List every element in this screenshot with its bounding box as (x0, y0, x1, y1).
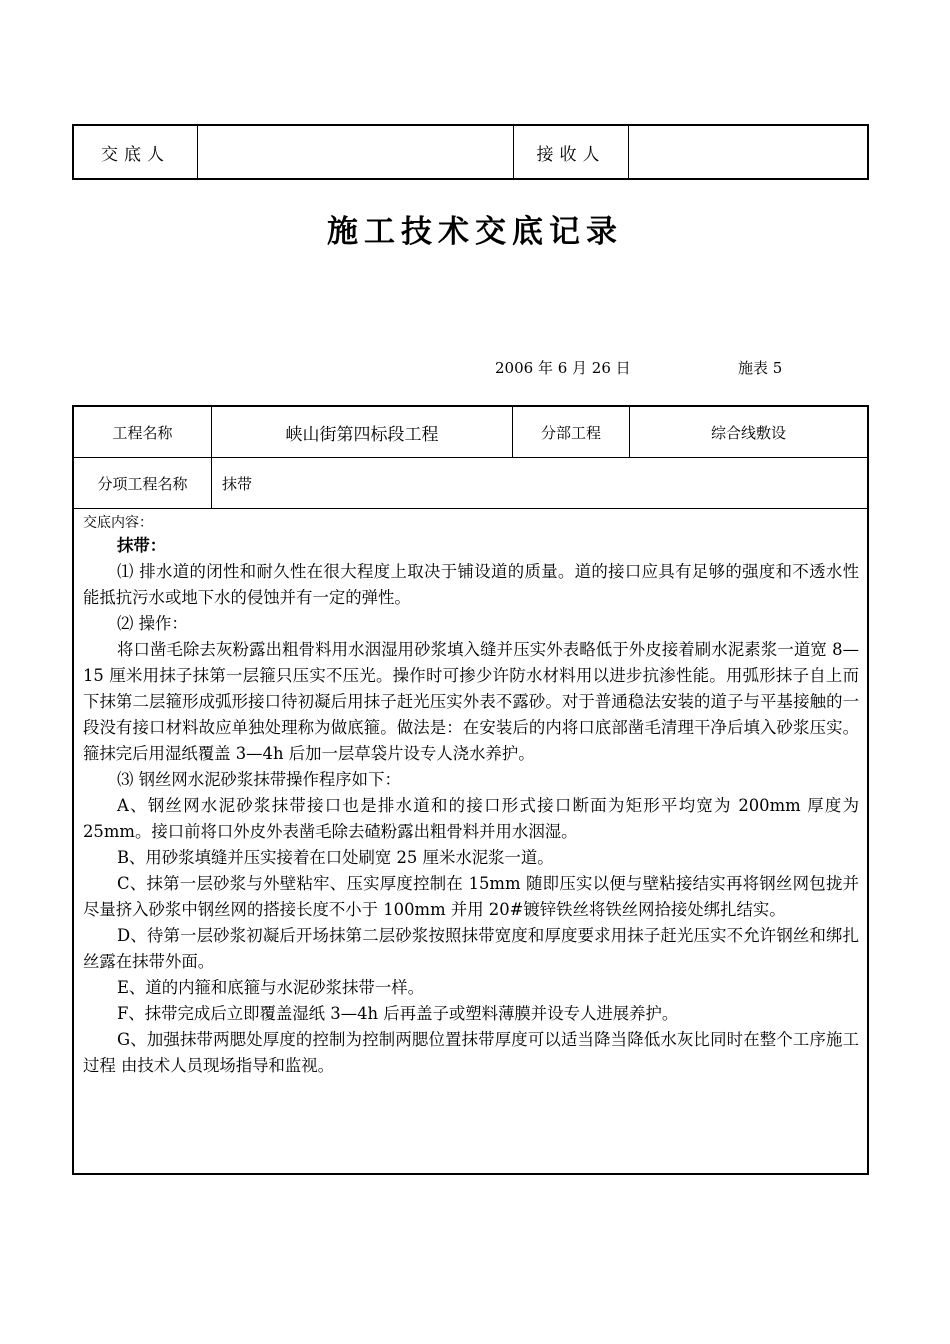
handover-field[interactable] (198, 126, 514, 178)
division-label: 分部工程 (513, 407, 630, 457)
project-name-label: 工程名称 (74, 407, 212, 457)
paragraph: ⑵ 操作： (117, 614, 188, 633)
sub-project-label: 分项工程名称 (74, 458, 212, 508)
content-heading: 抹带： (117, 536, 167, 555)
paragraph: C、抹第一层砂浆与外壁粘牢、压实厚度控制在 15mm 随即压实以便与壁粘接结实再将钢丝网包拢并尽量挤入砂浆中钢丝网的搭接长度不小于 100mm 并用 20#镀锌铁丝将铁丝网拾接处绑扎结实。 (83, 874, 859, 919)
paragraph: F、抹带完成后立即覆盖湿纸 3—4h 后再盖子或塑料薄膜并设专人进展养护。 (117, 1004, 679, 1023)
paragraph: E、道的内箍和底箍与水泥砂浆抹带一样。 (117, 978, 424, 997)
division-value: 综合线敷设 (710, 423, 786, 442)
paragraph: 将口凿毛除去灰粉露出粗骨料用水洇湿用砂浆填入缝并压实外表略低于外皮接着刷水泥素浆一道宽 8—15 厘米用抹子抹第一层箍只压实不压光。操作时可掺少许防水材料用以进步抗渗性能。用弧形抹子自上而下抹第二层箍形成弧形接口待初凝后用抹子赶光压实外表不露砂。对于普通稳法安装的道子与平基接触的一段没有接口材料故应单独处理称为做底箍。做法是：在安装后的内将口底部凿毛清理干净后填入砂浆压实。箍抹完后用湿纸覆盖 3—4h 后加一层草袋片设专人浇水养护。 (83, 640, 859, 763)
handover-label: 交底人 (74, 126, 198, 178)
project-name-value: 峡山街第四标段工程 (212, 407, 513, 457)
project-row (74, 407, 867, 458)
sub-project-row (74, 458, 867, 509)
sub-project-value: 抹带 (222, 474, 253, 493)
page-title: 施工技术交底记录 (327, 214, 623, 250)
content-body (74, 509, 867, 1079)
receiver-field[interactable] (629, 126, 867, 178)
paragraph: ⑴ 排水道的闭性和耐久性在很大程度上取决于铺设道的质量。道的接口应具有足够的强度和不透水性能抵抗污水或地下水的侵蚀并有一定的弹性。 (83, 562, 859, 607)
paragraph: B、用砂浆填缝并压实接着在口处刷宽 25 厘米水泥浆一道。 (117, 848, 554, 867)
paragraph: A、钢丝网水泥砂浆抹带接口也是排水道和的接口形式接口断面为矩形平均宽为 200mm 厚度为 25mm。接口前将口外皮外表凿毛除去碴粉露出粗骨料并用水洇湿。 (83, 796, 859, 841)
signature-table (72, 124, 869, 180)
form-number: 施表 5 (738, 359, 783, 377)
receiver-label: 接收人 (514, 126, 629, 178)
content-label: 交底内容： (83, 515, 153, 531)
record-date: 2006 年 6 月 26 日 (495, 359, 631, 377)
paragraph: G、加强抹带两腮处厚度的控制为控制两腮位置抹带厚度可以适当降当降低水灰比同时在整个工序施工过程 由技术人员现场指导和监视。 (83, 1030, 859, 1075)
paragraph: ⑶ 钢丝网水泥砂浆抹带操作程序如下： (117, 770, 401, 789)
paragraph: D、待第一层砂浆初凝后开场抹第二层砂浆按照抹带宽度和厚度要求用抹子赶光压实不允许钢丝和绑扎丝露在抹带外面。 (83, 926, 859, 971)
record-table (72, 405, 869, 1175)
